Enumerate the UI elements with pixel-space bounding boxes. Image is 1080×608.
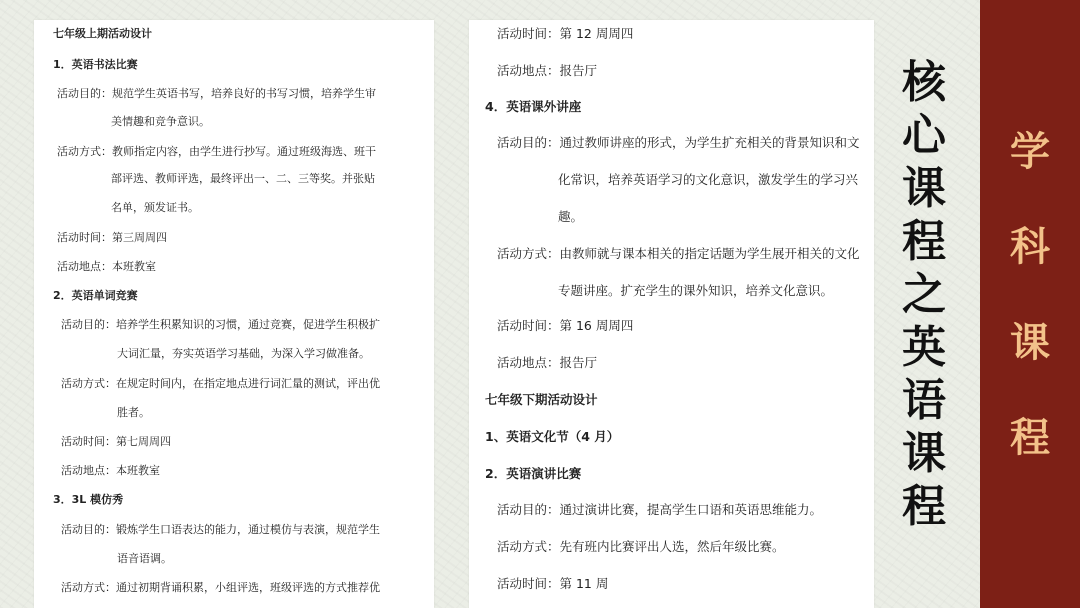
text-line: 活动时间：第 12 周周四 <box>497 26 634 41</box>
text-line: 大词汇量，夯实英语学习基础，为深入学习做准备。 <box>117 347 370 360</box>
text-line: 活动时间：第七周周四 <box>61 435 171 448</box>
text-line: 活动目的：通过教师讲座的形式，为学生扩充相关的背景知识和文 <box>497 135 860 150</box>
text-line: 活动方式：教师指定内容，由学生进行抄写。通过班级海选、班干 <box>57 145 376 158</box>
text-line: 语音语调。 <box>117 552 172 565</box>
title-char: 心 <box>902 110 946 161</box>
text-line: 部评选、教师评选，最终评出一、二、三等奖。并张贴 <box>111 172 375 185</box>
section-heading: 七年级上期活动设计 <box>53 27 152 40</box>
text-line: 化常识，培养英语学习的文化意识，激发学生的学习兴 <box>558 172 859 187</box>
text-line: 活动地点：报告厅 <box>497 355 598 370</box>
text-line: 美情趣和竞争意识。 <box>111 115 210 128</box>
item-heading: 2．英语演讲比赛 <box>485 466 582 481</box>
banner-char: 程 <box>1010 414 1050 461</box>
banner-char: 科 <box>1010 224 1050 271</box>
text-line: 活动目的：培养学生积累知识的习惯，通过竞赛，促进学生积极扩 <box>61 318 380 331</box>
text-line: 活动地点：报告厅 <box>497 63 598 78</box>
title-char: 语 <box>902 375 946 426</box>
text-line: 趣。 <box>558 209 584 224</box>
text-line: 活动方式：在规定时间内，在指定地点进行词汇量的测试，评出优 <box>61 377 380 390</box>
text-line: 名单，颁发证书。 <box>111 201 199 214</box>
text-line: 专题讲座。扩充学生的课外知识，培养文化意识。 <box>558 283 834 298</box>
text-line: 胜者。 <box>117 406 150 419</box>
title-char: 核 <box>902 57 946 108</box>
title-char: 之 <box>902 269 946 320</box>
section-heading: 七年级下期活动设计 <box>485 392 598 407</box>
item-heading: 4．英语课外讲座 <box>485 99 582 114</box>
title-char: 程 <box>902 216 946 267</box>
text-line: 活动方式：由教师就与课本相关的指定话题为学生展开相关的文化 <box>497 246 860 261</box>
title-char: 课 <box>902 163 946 214</box>
banner-char: 学 <box>1010 129 1050 175</box>
item-heading: 2．英语单词竞赛 <box>53 289 138 302</box>
right-document-page <box>469 20 874 608</box>
item-heading: 3．3L 模仿秀 <box>53 493 124 506</box>
vertical-title <box>888 57 960 532</box>
title-char: 程 <box>902 481 946 532</box>
item-heading: 1、英语文化节（4 月） <box>485 429 620 444</box>
banner-label <box>990 130 1070 460</box>
text-line: 活动目的：规范学生英语书写，培养良好的书写习惯，培养学生审 <box>57 87 376 100</box>
text-line: 活动时间：第 11 周 <box>497 576 609 591</box>
text-line: 活动目的：锻炼学生口语表达的能力，通过模仿与表演，规范学生 <box>61 523 380 536</box>
text-line: 活动方式：先有班内比赛评出人选，然后年级比赛。 <box>497 539 785 554</box>
text-line: 活动目的：通过演讲比赛，提高学生口语和英语思维能力。 <box>497 502 823 517</box>
text-line: 活动时间：第三周周四 <box>57 231 167 244</box>
title-char: 英 <box>902 322 946 373</box>
left-document-page <box>34 20 434 608</box>
text-line: 活动地点：本班教室 <box>57 260 156 273</box>
item-heading: 1．英语书法比赛 <box>53 58 138 71</box>
banner-char: 课 <box>1010 319 1050 366</box>
title-char: 课 <box>902 428 946 479</box>
text-line: 活动地点：本班教室 <box>61 464 160 477</box>
text-line: 活动时间：第 16 周周四 <box>497 318 634 333</box>
text-line: 活动方式：通过初期背诵积累，小组评选，班级评选的方式推荐优 <box>61 581 380 594</box>
